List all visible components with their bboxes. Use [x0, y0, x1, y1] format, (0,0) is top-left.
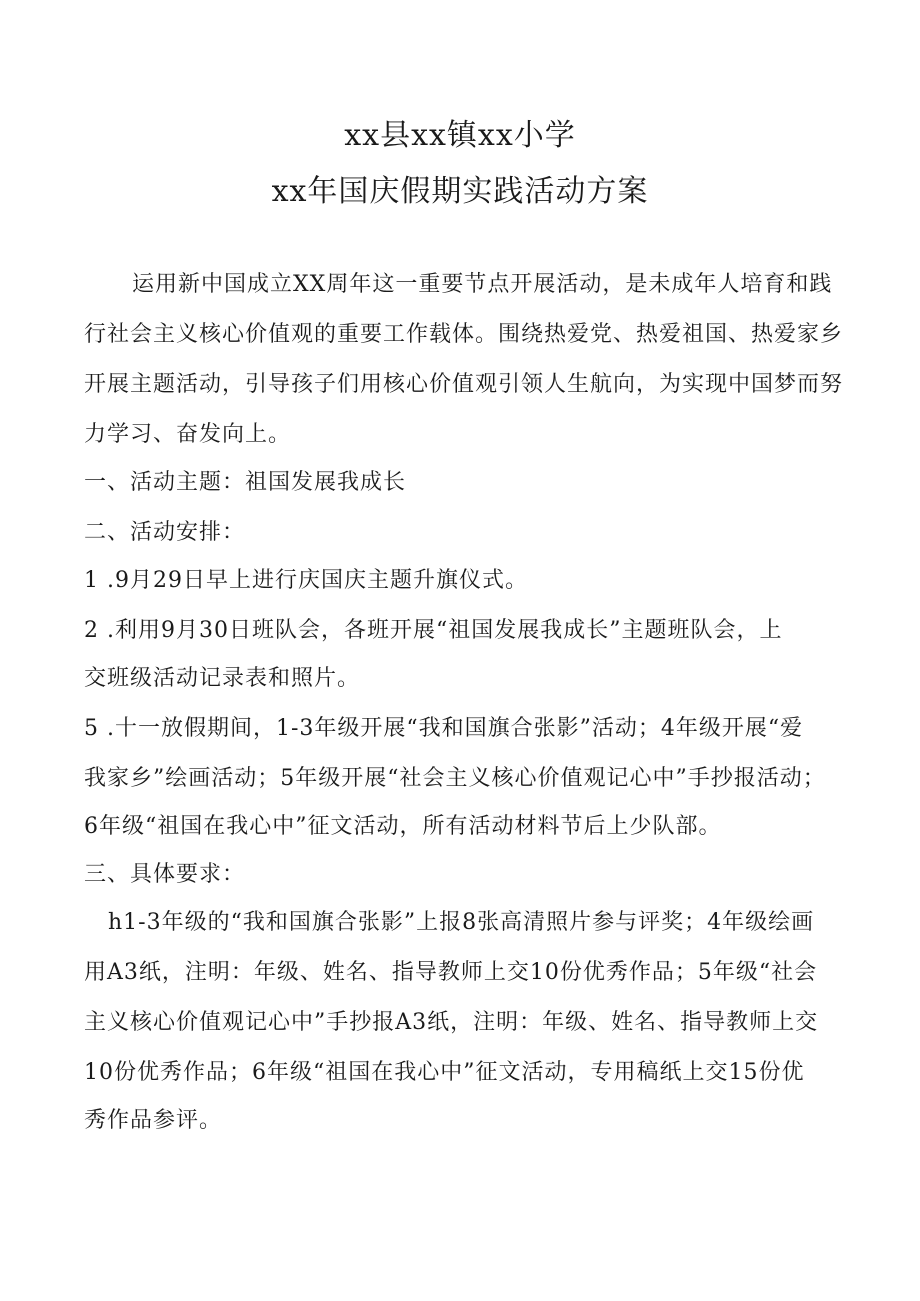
section-heading-theme: 一、活动主题：祖国发展我成长: [84, 470, 407, 495]
intro-paragraph-line: 行社会主义核心价值观的重要工作载体。围绕热爱党、热爱祖国、热爱家乡: [84, 322, 844, 347]
requirements-paragraph-line: 秀作品参评。: [84, 1108, 223, 1133]
arrangement-item-2: 2 .利用9月30日班队会，各班开展“祖国发展我成长”主题班队会，上: [84, 618, 783, 643]
intro-paragraph-line: 力学习、奋发向上。: [84, 422, 292, 447]
arrangement-item-1: 1 .9月29日早上进行庆国庆主题升旗仪式。: [84, 568, 528, 593]
intro-paragraph-line: 运用新中国成立XX周年这一重要节点开展活动，是未成年人培育和践: [132, 272, 833, 297]
document-title-plan: xx年国庆假期实践活动方案: [271, 174, 649, 209]
section-heading-arrangement: 二、活动安排：: [84, 520, 246, 545]
arrangement-item-5: 5 .十一放假期间，1-3年级开展“我和国旗合张影”活动；4年级开展“爱: [84, 716, 804, 741]
requirements-paragraph-line: h1-3年级的“我和国旗合张影”上报8张高清照片参与评奖；4年级绘画: [108, 910, 815, 935]
section-heading-requirements: 三、具体要求：: [84, 862, 246, 887]
arrangement-item-5-continued: 我家乡”绘画活动；5年级开展“社会主义核心价值观记心中”手抄报活动；: [84, 766, 826, 791]
arrangement-item-5-continued: 6年级“祖国在我心中”征文活动，所有活动材料节后上少队部。: [84, 814, 722, 839]
arrangement-item-2-continued: 交班级活动记录表和照片。: [84, 666, 361, 691]
requirements-paragraph-line: 用A3纸，注明：年级、姓名、指导教师上交10份优秀作品；5年级“社会: [84, 960, 818, 985]
requirements-paragraph-line: 主义核心价值观记心中”手抄报A3纸，注明：年级、姓名、指导教师上交: [84, 1010, 819, 1035]
requirements-paragraph-line: 10份优秀作品；6年级“祖国在我心中”征文活动，专用稿纸上交15份优: [84, 1060, 805, 1085]
document-title-school: xx县xx镇xx小学: [344, 118, 576, 153]
intro-paragraph-line: 开展主题活动，引导孩子们用核心价值观引领人生航向，为实现中国梦而努: [84, 372, 844, 397]
